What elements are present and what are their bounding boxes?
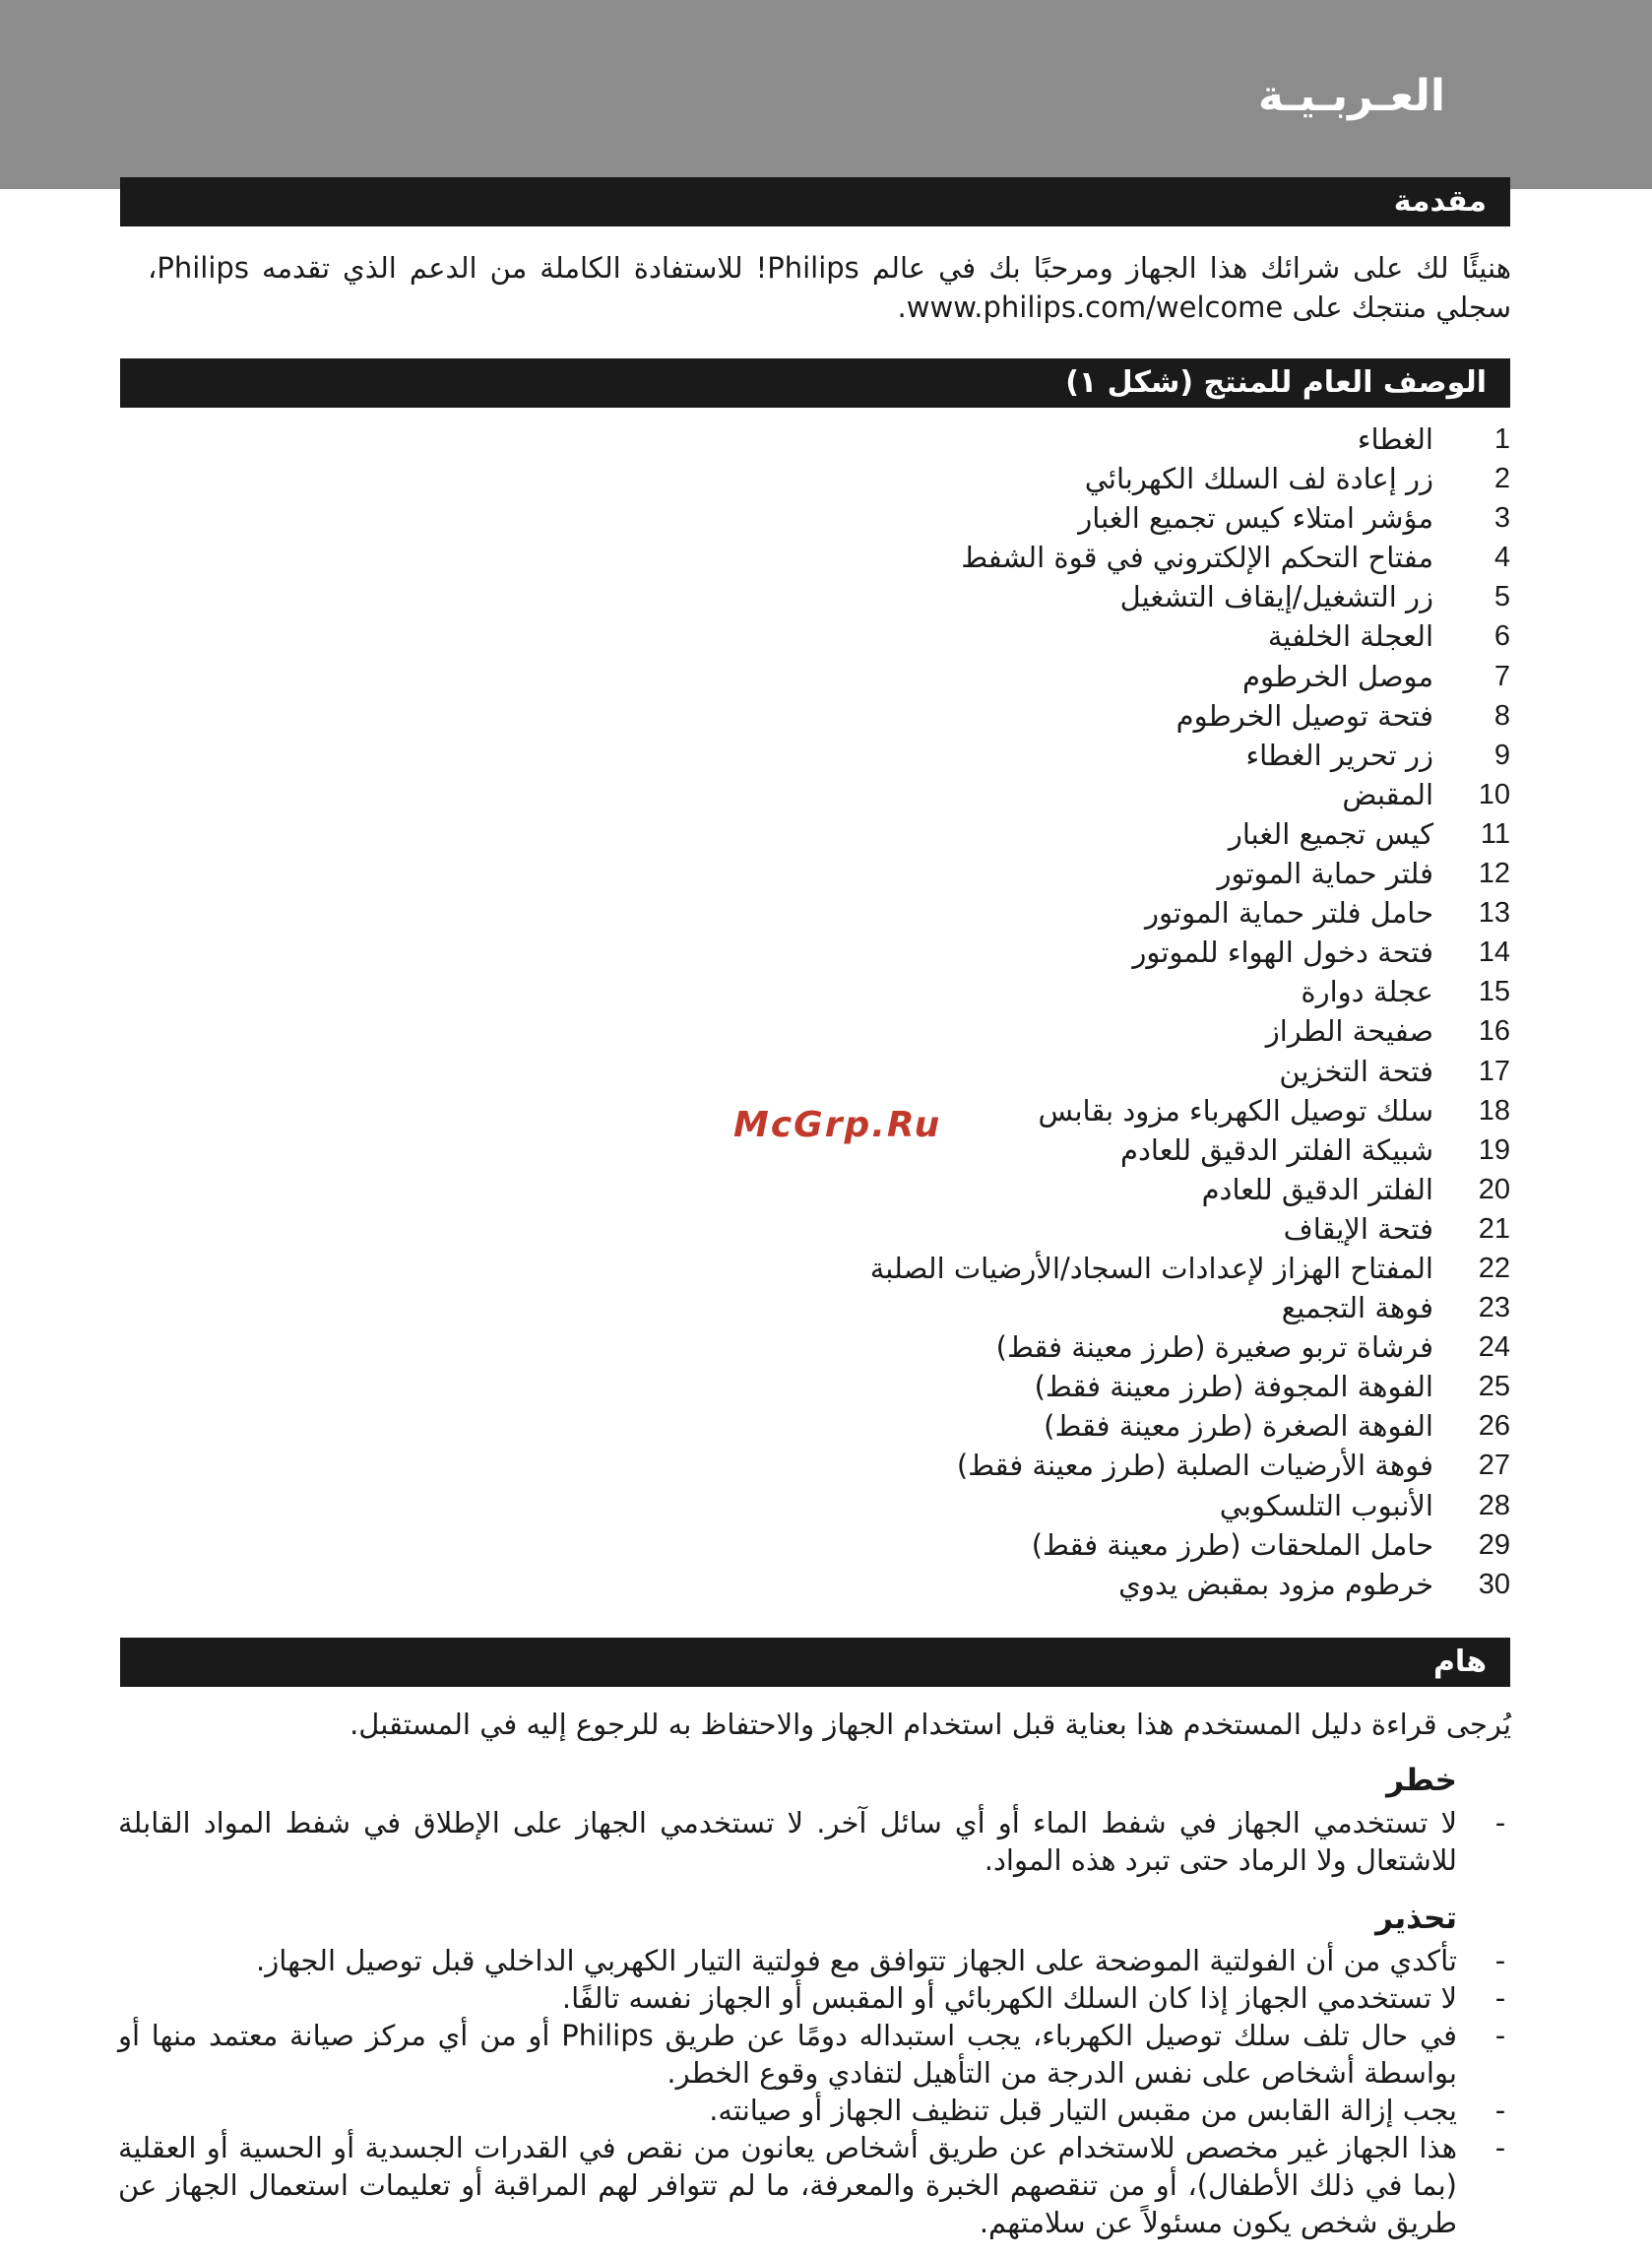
bullet-dash: - (1494, 2094, 1506, 2127)
bullet-text: تأكدي من أن الفولتية الموضحة على الجهاز تتوافق مع فولتية التيار الكهربي الداخلي قبل توصيل الجهاز. (256, 1944, 1457, 1977)
list-item (870, 1446, 1510, 1485)
list-item-label: زر إعادة لف السلك الكهربائي (1084, 462, 1433, 496)
list-item-number: 8 (1493, 699, 1510, 732)
list-item-number: 28 (1478, 1489, 1510, 1521)
list-item (870, 696, 1510, 736)
list-item-label: فتحة الإيقاف (1283, 1211, 1433, 1246)
language-title: العـربـيـة (1257, 71, 1445, 121)
list-item (870, 736, 1510, 775)
list-item-label: خرطوم مزود بمقبض يدوي (1118, 1567, 1433, 1601)
list-item (870, 1486, 1510, 1525)
list-item-label: شبيكة الفلتر الدقيق للعادم (1120, 1132, 1433, 1167)
list-item (870, 1052, 1510, 1091)
list-item-number: 11 (1480, 817, 1510, 850)
list-item (870, 933, 1510, 972)
list-item-number: 13 (1478, 897, 1510, 930)
list-item-number: 17 (1478, 1055, 1510, 1087)
list-item-label: فتحة التخزين (1279, 1054, 1433, 1088)
list-item (870, 1288, 1510, 1327)
list-item-label: كيس تجميع الغبار (1228, 816, 1433, 851)
bullet-item (118, 1804, 1510, 1879)
list-item-label: زر التشغيل/إيقاف التشغيل (1119, 580, 1433, 614)
list-item-number: 26 (1478, 1410, 1510, 1443)
list-item-number: 30 (1478, 1568, 1510, 1600)
list-item (870, 1406, 1510, 1446)
list-item-number: 7 (1493, 660, 1510, 692)
section-header-important: هام (120, 1638, 1510, 1687)
list-item (870, 1091, 1510, 1130)
bullet-dash: - (1494, 1981, 1506, 2015)
list-item-number: 12 (1478, 858, 1510, 890)
list-item (870, 616, 1510, 656)
bullet-dash: - (1494, 1944, 1506, 1977)
list-item (870, 1367, 1510, 1406)
list-item (870, 538, 1510, 577)
list-item-number: 27 (1478, 1450, 1510, 1482)
bullet-dash: - (1494, 1806, 1506, 1839)
list-item-number: 21 (1478, 1212, 1510, 1245)
product-overview-list (870, 419, 1510, 1604)
list-item-label: الفوهة الصغرة (طرز معينة فقط) (1044, 1409, 1433, 1444)
list-item-number: 9 (1493, 739, 1510, 771)
list-item (870, 1170, 1510, 1209)
list-item (870, 498, 1510, 538)
list-item (870, 1011, 1510, 1051)
list-item-label: فرشاة تربو صغيرة (طرز معينة فقط) (995, 1330, 1433, 1365)
bullet-item (118, 2092, 1510, 2129)
list-item-label: حامل فلتر حماية الموتور (1145, 896, 1433, 931)
bullet-text: في حال تلف سلك توصيل الكهرباء، يجب استبداله دومًا عن طريق Philips أو من أي مركز صيانة معتمد منها أو بواسطة أشخاص على نفس الدرجة من التأهيل لتفادي وقوع الخطر. (118, 2019, 1457, 2090)
list-item-number: 18 (1478, 1094, 1510, 1127)
list-item (870, 1525, 1510, 1565)
list-item-label: عجلة دوارة (1301, 975, 1433, 1009)
bullet-item (118, 2129, 1510, 2241)
list-item (870, 459, 1510, 498)
list-item-number: 1 (1493, 423, 1510, 455)
list-item-label: فلتر حماية الموتور (1217, 857, 1433, 891)
list-item-label: حامل الملحقات (طرز معينة فقط) (1031, 1527, 1433, 1562)
warning-heading: تحذير (1375, 1901, 1457, 1936)
danger-heading: خطر (1386, 1763, 1457, 1798)
list-item-label: الفوهة المجوفة (طرز معينة فقط) (1034, 1370, 1433, 1404)
bullet-text: هذا الجهاز غير مخصص للاستخدام عن طريق أشخاص يعانون من نقص في القدرات الجسدية أو الحسية أو العقلية (بما في ذلك الأطفال)، أو من تنقصهم الخبرة والمعرفة، ما لم تتوافر لهم المراقبة أو تعليمات استعمال الجهاز عن طريق شخص يكون مسئولاً عن سلامتهم. (118, 2131, 1457, 2239)
watermark: McGrp.Ru (733, 1105, 942, 1145)
important-paragraph: يُرجى قراءة دليل المستخدم هذا بعناية قبل استخدام الجهاز والاحتفاظ به للرجوع إليه في المستقبل. (349, 1708, 1511, 1741)
section-header-intro: مقدمة (120, 177, 1510, 226)
list-item (870, 577, 1510, 616)
bullet-dash: - (1494, 2131, 1506, 2164)
list-item-number: 5 (1493, 581, 1510, 613)
list-item-number: 19 (1478, 1133, 1510, 1166)
list-item (870, 893, 1510, 933)
bullet-text: لا تستخدمي الجهاز في شفط الماء أو أي سائل آخر. لا تستخدمي الجهاز على الإطلاق في شفط المواد القابلة للاشتعال ولا الرماد حتى تبرد هذه المواد. (118, 1806, 1457, 1877)
list-item-label: فوهة الأرضيات الصلبة (طرز معينة فقط) (956, 1449, 1433, 1483)
list-item (870, 1249, 1510, 1288)
list-item-number: 15 (1478, 976, 1510, 1008)
list-item (870, 419, 1510, 459)
list-item-label: الفلتر الدقيق للعادم (1201, 1172, 1433, 1206)
section-header-overview: الوصف العام للمنتج (شكل ١) (120, 358, 1510, 408)
warning-list (118, 1942, 1510, 2241)
list-item-label: فتحة توصيل الخرطوم (1175, 698, 1433, 733)
list-item (870, 972, 1510, 1011)
bullet-dash: - (1494, 2019, 1506, 2052)
list-item (870, 1130, 1510, 1170)
list-item-number: 24 (1478, 1331, 1510, 1364)
bullet-text: لا تستخدمي الجهاز إذا كان السلك الكهربائي أو المقبس أو الجهاز نفسه تالفًا. (561, 1981, 1457, 2015)
list-item (870, 657, 1510, 696)
list-item-number: 25 (1478, 1371, 1510, 1403)
list-item-number: 29 (1478, 1528, 1510, 1561)
list-item-number: 6 (1493, 620, 1510, 653)
list-item-label: زر تحرير الغطاء (1245, 738, 1433, 772)
list-item-label: المفتاح الهزاز لإعدادات السجاد/الأرضيات الصلبة (869, 1251, 1433, 1285)
list-item (870, 1565, 1510, 1604)
bullet-item (118, 1942, 1510, 1979)
list-item (870, 775, 1510, 814)
list-item-number: 23 (1478, 1292, 1510, 1324)
bullet-item (118, 1979, 1510, 2017)
list-item-number: 3 (1493, 502, 1510, 535)
list-item-label: فتحة دخول الهواء للموتور (1132, 935, 1433, 970)
list-item-label: مفتاح التحكم الإلكتروني في قوة الشفط (961, 541, 1433, 575)
list-item-label: العجلة الخلفية (1267, 619, 1433, 654)
list-item-number: 10 (1478, 778, 1510, 810)
list-item-number: 2 (1493, 463, 1510, 495)
bullet-item (118, 2017, 1510, 2092)
list-item-label: صفيحة الطراز (1265, 1014, 1433, 1049)
list-item-label: موصل الخرطوم (1242, 659, 1433, 693)
list-item (870, 1209, 1510, 1249)
list-item (870, 814, 1510, 854)
list-item-number: 16 (1478, 1015, 1510, 1048)
list-item-label: مؤشر امتلاء كيس تجميع الغبار (1078, 501, 1433, 536)
intro-paragraph: هنيئًا لك على شرائك هذا الجهاز ومرحبًا بك في عالم Philips! للاستفادة الكاملة من الدعم الذي تقدمه Philips، سجلي منتجك على www.philips.com/welcome. (148, 251, 1511, 324)
list-item-number: 22 (1478, 1252, 1510, 1284)
list-item-number: 4 (1493, 542, 1510, 574)
list-item-label: المقبض (1342, 777, 1433, 811)
header-band (0, 0, 1652, 189)
list-item-label: الغطاء (1357, 422, 1433, 456)
list-item-number: 14 (1478, 936, 1510, 969)
list-item-label: فوهة التجميع (1281, 1291, 1433, 1325)
list-item-number: 20 (1478, 1173, 1510, 1205)
list-item-label: سلك توصيل الكهرباء مزود بقابس (1038, 1093, 1433, 1128)
bullet-text: يجب إزالة القابس من مقبس التيار قبل تنظيف الجهاز أو صيانته. (709, 2094, 1457, 2127)
danger-list (118, 1804, 1510, 1879)
list-item-label: الأنبوب التلسكوبي (1219, 1488, 1433, 1522)
list-item (870, 854, 1510, 893)
list-item (870, 1327, 1510, 1367)
